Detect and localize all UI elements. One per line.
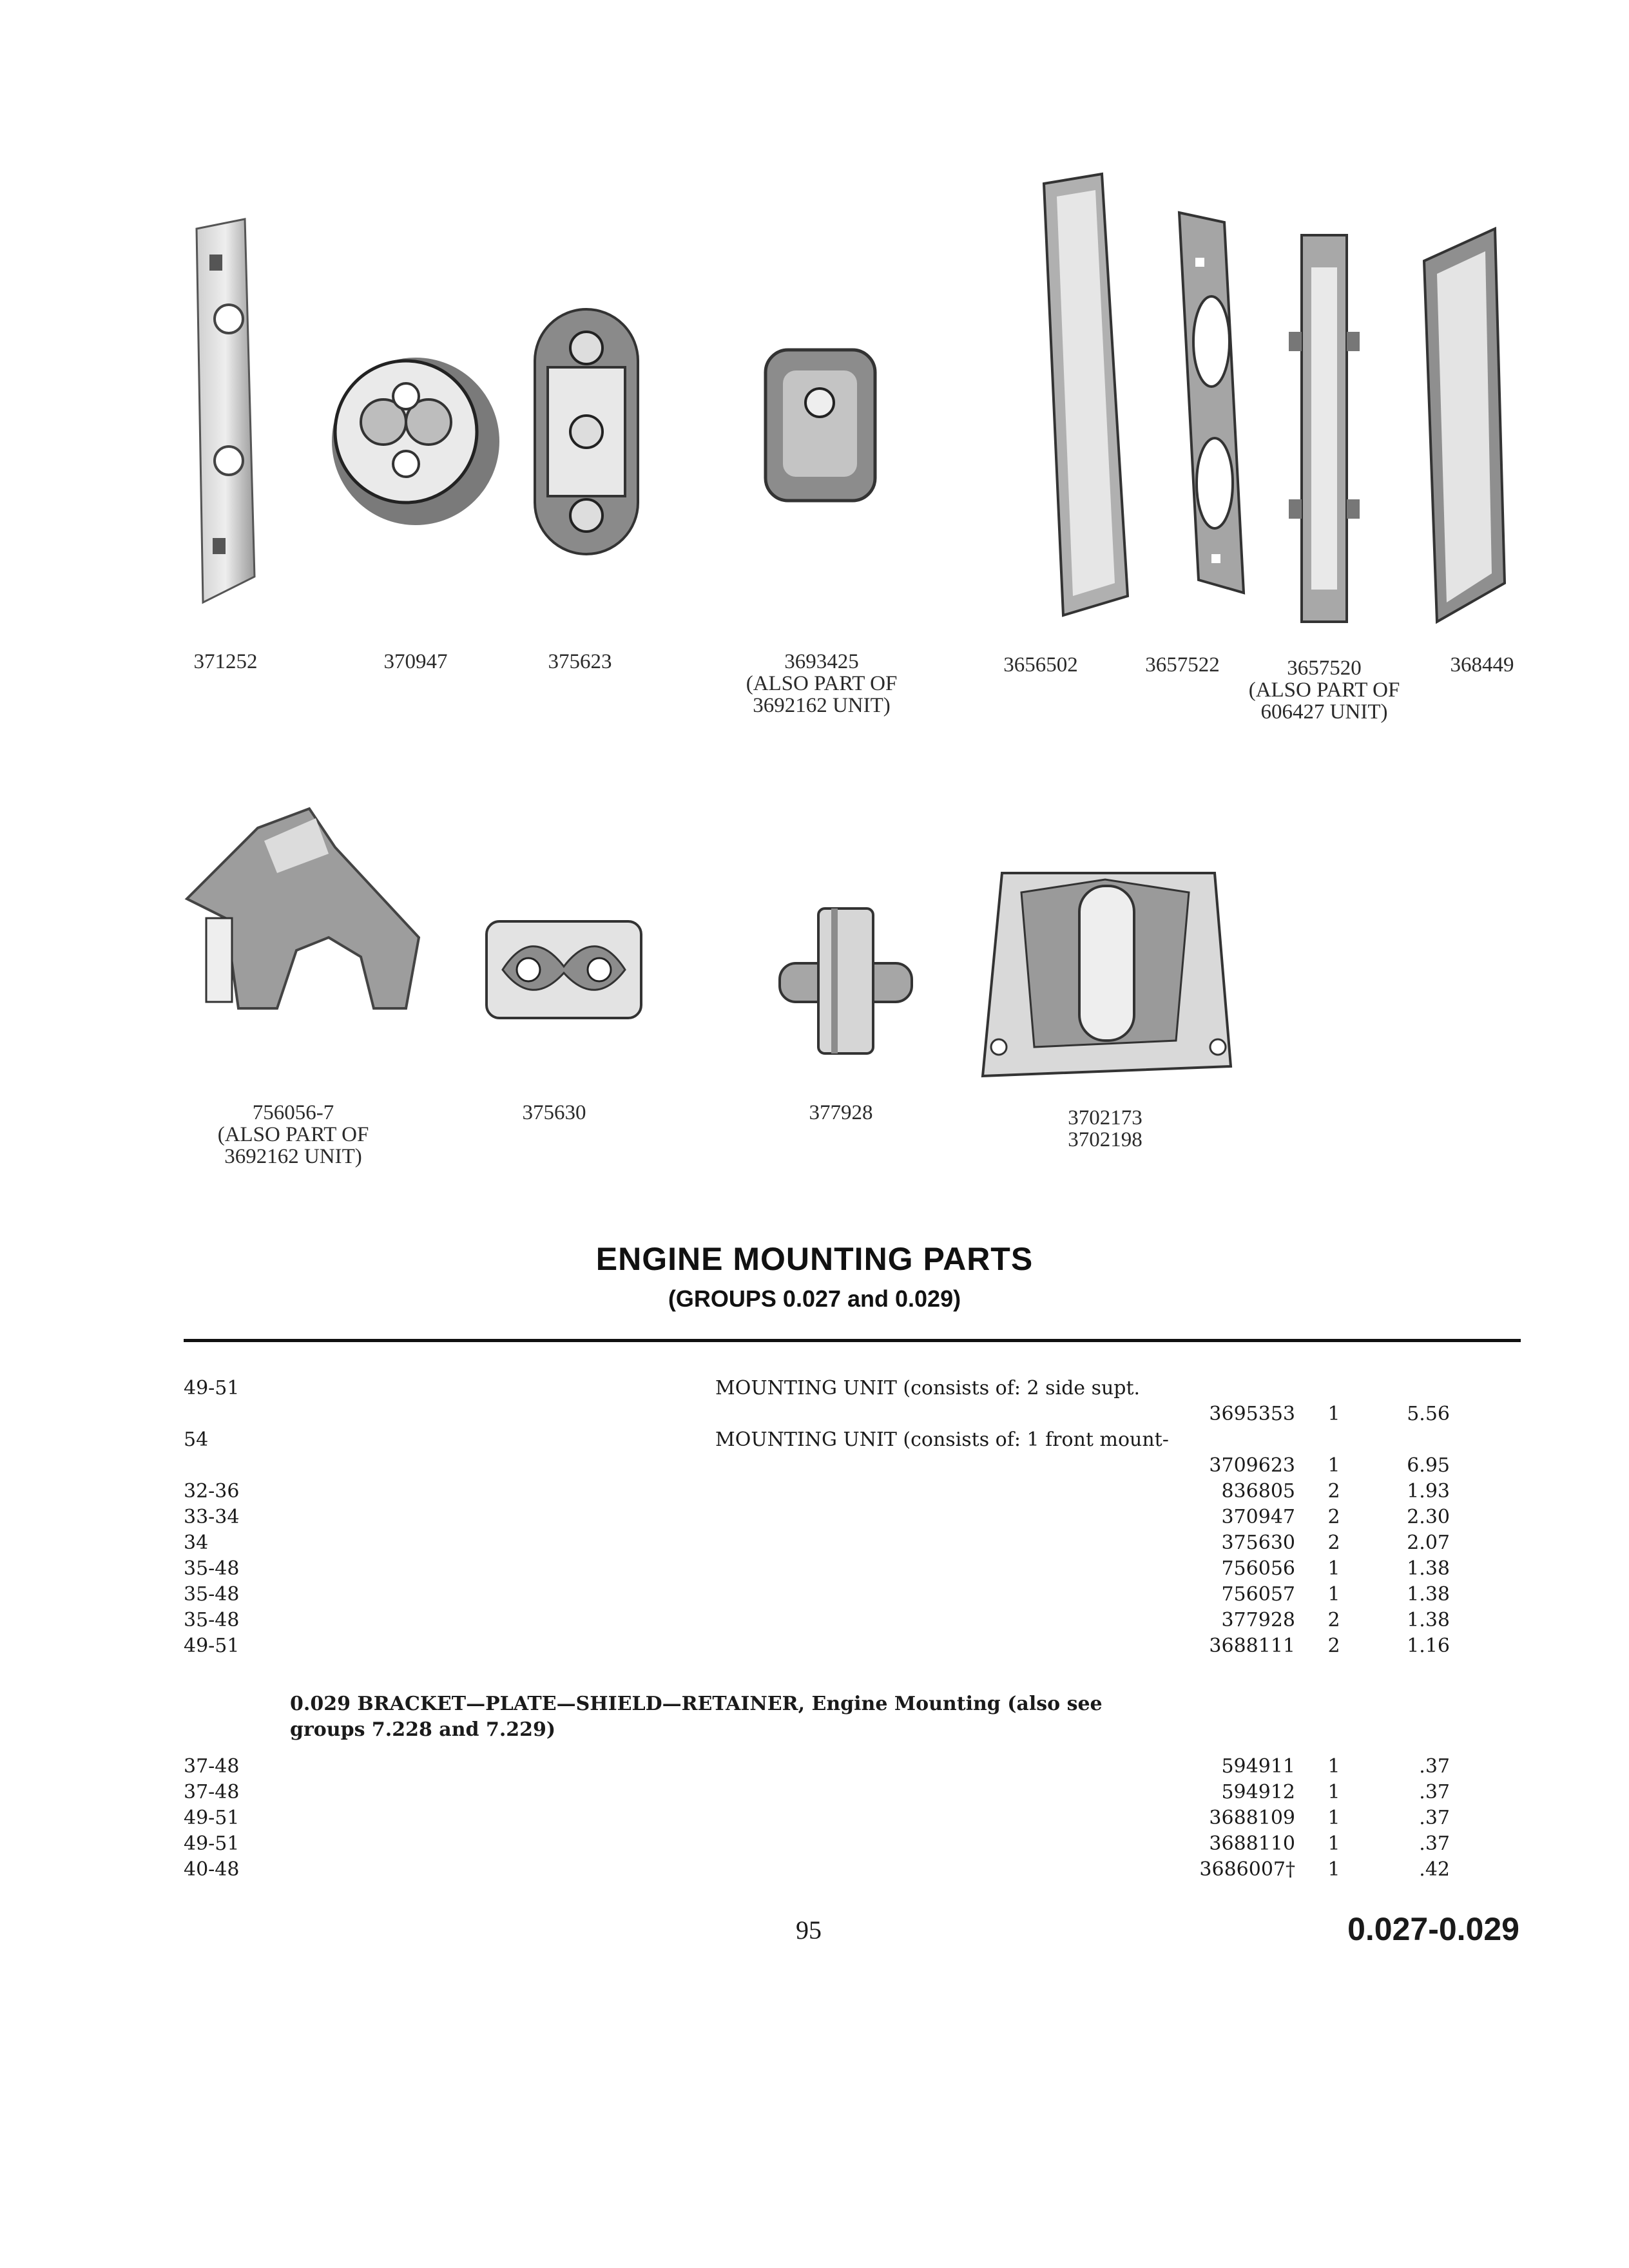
caption-371252: 371252 (193, 650, 258, 673)
table-row: 49-51 3688111 2 1.16 (184, 1635, 1450, 1657)
caption-375630: 375630 (522, 1101, 586, 1124)
part-photo-756056-7 (168, 789, 425, 1021)
table-row: 35-48 377928 2 1.38 (184, 1609, 1450, 1631)
caption-370947: 370947 (383, 650, 448, 673)
table-row: 3709623 1 6.95 (1209, 1454, 1450, 1477)
part-photo-375630 (480, 912, 648, 1028)
table-row: 40-48 3686007† 1 .42 (184, 1858, 1450, 1881)
page-title: ENGINE MOUNTING PARTS (595, 1241, 1034, 1277)
part-photo-3702173 (976, 854, 1237, 1089)
caption-368449: 368449 (1450, 653, 1514, 677)
section-heading-0029: 0.029 BRACKET—PLATE—SHIELD—RETAINER, Engine Mounting (also see groups 7.228 and 7.229) (290, 1693, 1103, 1741)
part-photo-368449 (1411, 222, 1514, 635)
part-photo-3693425 (760, 345, 880, 506)
part-photo-377928 (770, 902, 921, 1060)
caption-377928: 377928 (809, 1101, 873, 1124)
table-row: 49-51 3688110 1 .37 (184, 1832, 1450, 1855)
section-id: 0.027-0.029 (1347, 1911, 1519, 1947)
table-row: 37-48 594912 1 .37 (184, 1781, 1450, 1803)
table-row: 33-34 370947 2 2.30 (184, 1506, 1450, 1528)
caption-3656502: 3656502 (1003, 653, 1078, 677)
page-number: 95 (796, 1916, 822, 1945)
part-photo-375623 (528, 303, 644, 561)
caption-3657520: 3657520 (ALSO PART OF 606427 UNIT) (1248, 657, 1400, 724)
caption-3702173: 3702173 3702198 (1068, 1106, 1142, 1151)
part-photo-371252 (184, 216, 261, 615)
part-photo-3657522 (1173, 206, 1250, 606)
table-row: 3695353 1 5.56 (1209, 1403, 1450, 1425)
table-row: 54 MOUNTING UNIT (consists of: 1 front mount- (184, 1428, 1169, 1451)
caption-375623: 375623 (548, 650, 612, 673)
caption-756056-7: 756056-7 (ALSO PART OF 3692162 UNIT) (217, 1101, 369, 1168)
table-row: 32-36 836805 2 1.93 (184, 1480, 1450, 1503)
table-row: 49-51 MOUNTING UNIT (consists of: 2 side supt. (184, 1377, 1141, 1399)
table-row: 35-48 756056 1 1.38 (184, 1557, 1450, 1580)
part-photo-3657520 (1282, 229, 1366, 628)
table-row: 49-51 3688109 1 .37 (184, 1807, 1450, 1829)
divider (184, 1339, 1521, 1342)
table-row: 35-48 756057 1 1.38 (184, 1583, 1450, 1606)
part-photo-3656502 (1031, 171, 1134, 622)
caption-3693425: 3693425 (ALSO PART OF 3692162 UNIT) (746, 650, 898, 717)
table-row: 37-48 594911 1 .37 (184, 1755, 1450, 1778)
part-photo-370947 (325, 351, 506, 532)
caption-3657522: 3657522 (1145, 653, 1220, 677)
table-row: 34 375630 2 2.07 (184, 1532, 1450, 1554)
page-subtitle: (GROUPS 0.027 and 0.029) (668, 1285, 961, 1312)
